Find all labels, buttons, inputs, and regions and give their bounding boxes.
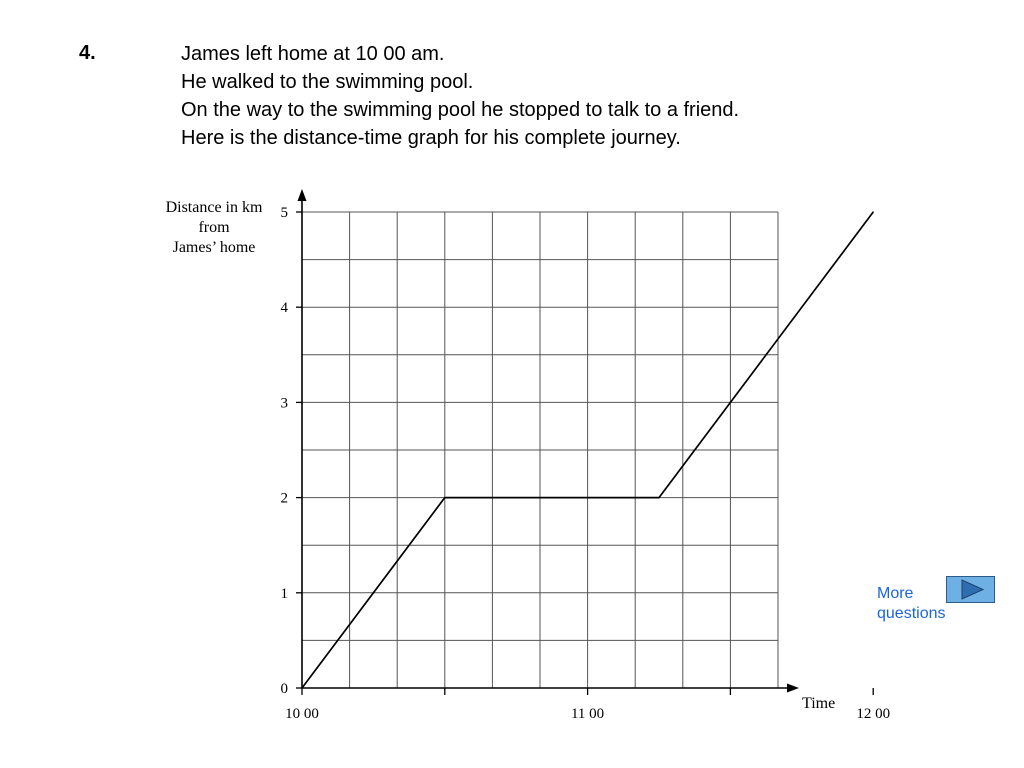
y-axis-arrowhead [298,189,307,201]
question-line: Here is the distance-time graph for his complete journey. [181,127,681,149]
more-label-line2: questions [877,605,946,622]
x-tick-label: 11 00 [570,706,605,722]
chart-axes [296,189,873,695]
x-tick-label: 10 00 [285,706,319,722]
question-line: On the way to the swimming pool he stopped to talk to a friend. [181,99,740,121]
more-label-line1: More [877,585,914,602]
journey-point [873,211,874,212]
y-tick-label: 2 [280,490,288,507]
more-questions-link[interactable] [877,584,946,624]
x-axis-title: Time [802,695,836,712]
question-line: He walked to the swimming pool. [181,71,474,93]
question-number: 4. [79,42,96,64]
x-axis-arrowhead [787,684,799,693]
y-axis-title: James’ home [172,239,256,256]
chart-grid [302,212,778,688]
y-tick-label: 3 [280,395,288,412]
journey-point [301,687,302,688]
journey-point [658,497,659,498]
y-axis-title: from [198,219,230,236]
question-line: James left home at 10 00 am. [181,43,445,65]
y-tick-label: 4 [280,300,288,317]
next-arrow-button[interactable] [946,576,995,603]
y-tick-label: 5 [280,205,288,221]
journey-point [444,497,445,498]
play-arrow-icon [947,577,994,602]
y-axis-title: Distance in km [165,199,263,216]
y-tick-label: 0 [280,681,288,697]
y-tick-label: 1 [280,585,288,602]
x-tick-label: 12 00 [856,706,891,722]
chart-labels [166,199,891,722]
